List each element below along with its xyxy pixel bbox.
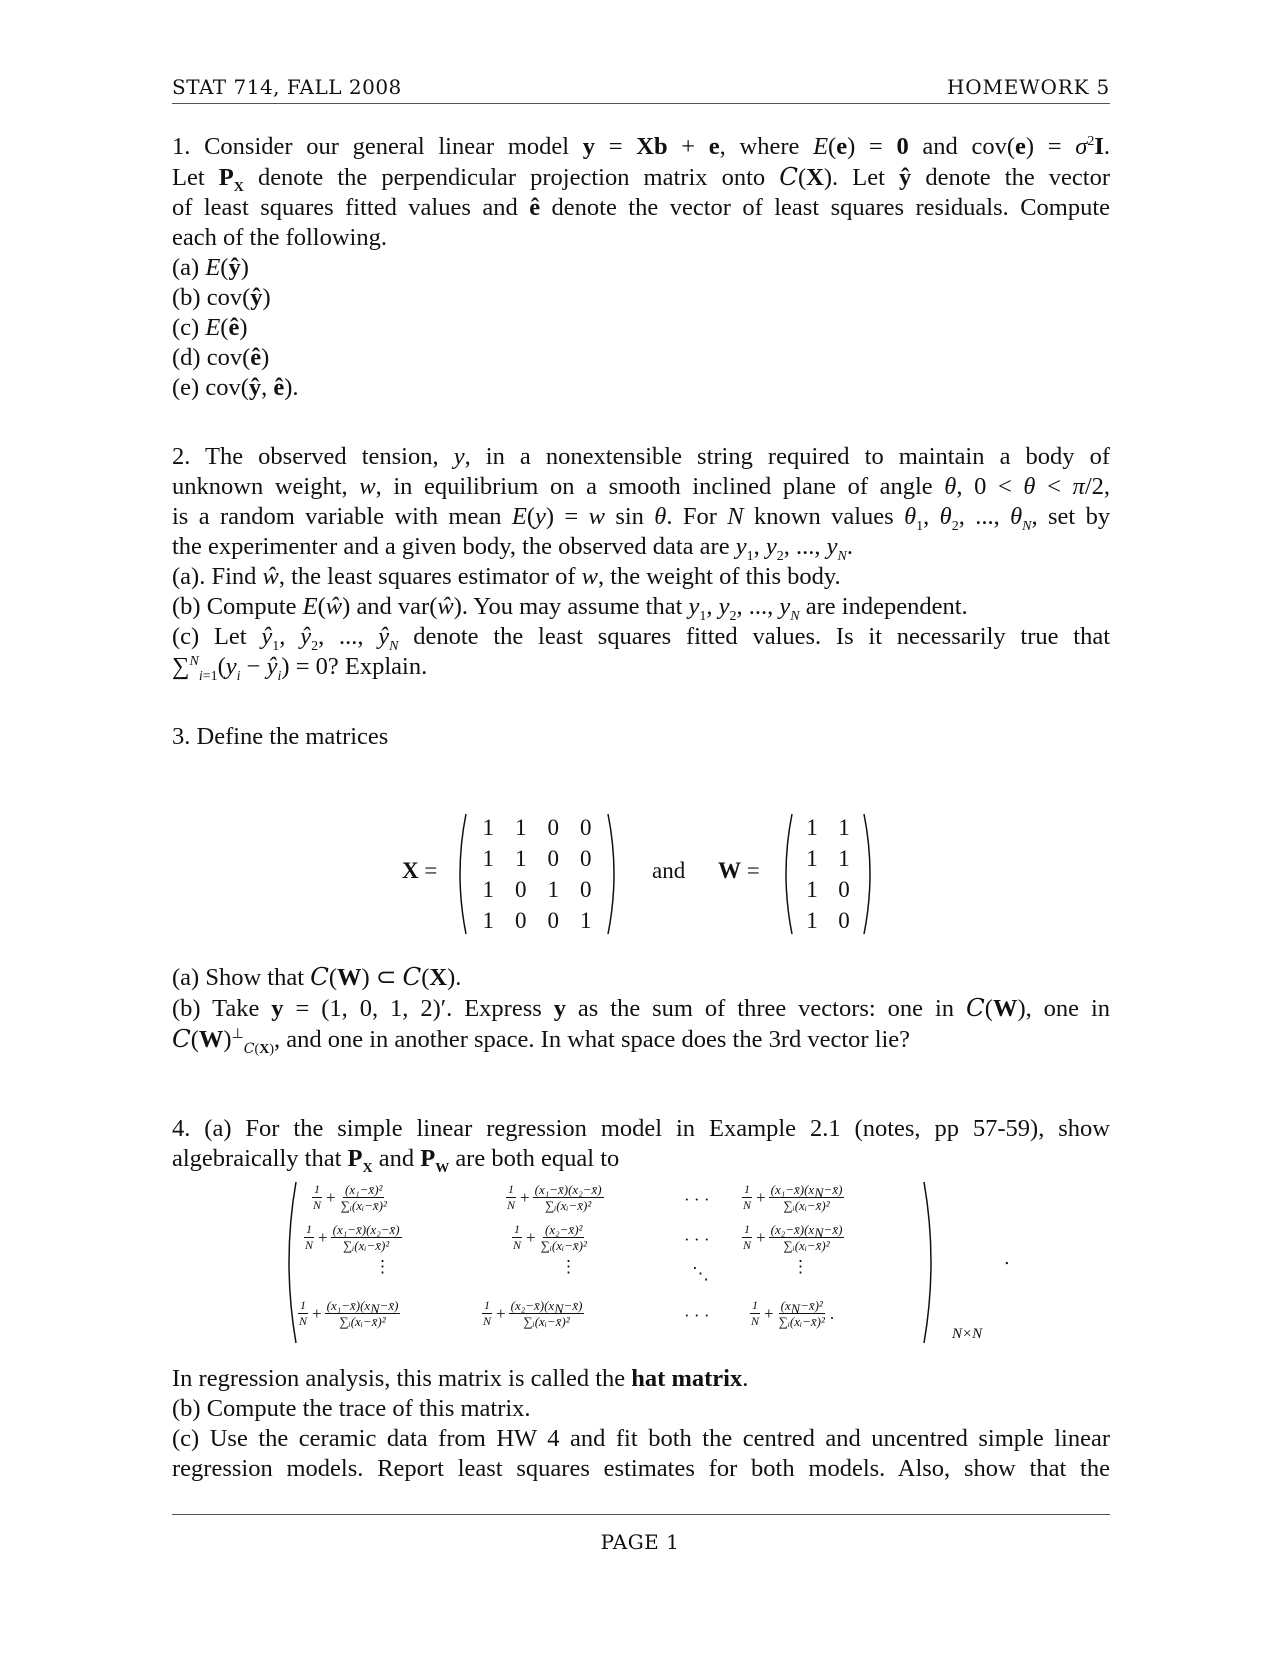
question-3-intro: 3. Define the matrices (172, 723, 389, 750)
question-1: 1. Consider our general linear model y = Xb + e, where E(e) = 0 and $cov(e) = \sigma^2I$. Let $P_X$ denote the perpendicular projection matrix onto C(X). Let ŷ denote the vector of least squares fitted values and ê denote the vector of least squares residuals. Compute each of the following. (a) E(ŷ) (b) cov(ŷ) (c) E(ê) (d) cov(ê) (e) cov(ŷ, ê). (172, 133, 1111, 401)
question-4-intro: 4. (a) For the simple linear regression model in Example 2.1 (notes, pp 57-59), show algebraically that $P_X$ and $P_W$ are both equal to (172, 1115, 1110, 1176)
assignment-title: HOMEWORK 5 (947, 75, 1110, 99)
footer-rule (172, 1514, 1110, 1515)
course-title: STAT 714, FALL 2008 (172, 75, 402, 99)
question-3-parts: (a) Show that C(W) ⊂ C(X). (b) Take y = (1, 0, 1, 2)′. Express y as the sum of three vectors: one in C(W), one in $C(W)^\perp_{C(X)}$, and one in another space. In what space does the 3rd vector lie? (172, 962, 1111, 1057)
and-label: and (652, 858, 686, 883)
page-header (172, 74, 1110, 104)
hat-matrix: $\frac{1}{N}$ + $\frac{\text{(x₁−x̄)²}}{\text{∑ᵢ(xᵢ−x̄)²}}$ $\frac{1}{N}$ + $\frac{\text{(x₁−x̄)(x₂−x̄)}}{\text{∑ᵢ(xᵢ−x̄)²}}$ · · · $\frac{1}{N}$ + $\frac{(x_1-x̄)(x_N-x̄)}{\text{∑ᵢ(xᵢ−x̄)²}}$ $\frac{1}{N}$ + $\frac{\text{(x₁−x̄)(x₂−x̄)}}{\text{∑ᵢ(xᵢ−x̄)²}}$ $\frac{1}{N}$ + $\frac{\text{(x₂−x̄)²}}{\text{∑ᵢ(xᵢ−x̄)²}}$ · · · $\frac{1}{N}$ + $\frac{(x_2-x̄)(x_N-x̄)}{\text{∑ᵢ(xᵢ−x̄)²}}$ ⋮ ⋮ ⋱ ⋮ $\frac{1}{N}$ + $\frac{(x_1-x̄)(x_N-x̄)}{\text{∑ᵢ(xᵢ−x̄)²}}$ $\frac{1}{N}$ + $\frac{(x_2-x̄)(x_N-x̄)}{\text{∑ᵢ(xᵢ−x̄)²}}$ · · · $\frac{1}{N}$ + $\frac{(x_N-x̄)^2}{\text{∑ᵢ(xᵢ−x̄)²}}$ . (282, 1180, 942, 1345)
question-2: 2. The observed tension, y, in a nonextensible string required to maintain a body of unknown weight, w, in equilibrium on a smooth inclined plane of angle θ, 0 < θ < π/2, is a random variable with mean E(y) = w sin θ. For N known values $\theta_1$, $\theta_2$, ..., $\theta_N$, set by the experimenter and a given body, the observed data are $y_1$, $y_2$, ..., $y_N$. (a). Find ŵ, the least squares estimator of w, the weight of this body. (b) Compute E(ŵ) and var(ŵ). You may assume that $y_1$, $y_2$, ..., $y_N$ are independent. (c) Let $ŷ_1$, $ŷ_2$, ..., $ŷ_N$ denote the least squares fitted values. Is it necessarily true that $\sum^N_{i=1}(y_i$ − $ŷ_i) = 0$? Explain. (172, 443, 1111, 684)
left-paren-x (454, 812, 468, 936)
matrix-definitions (172, 812, 1110, 936)
w-matrix-label: W = (718, 858, 760, 883)
x-matrix-label: X = (402, 858, 438, 883)
left-paren-w (780, 812, 794, 936)
hat-matrix-dimension: N×N (952, 1326, 983, 1342)
right-paren-w (862, 812, 876, 936)
hat-right-paren (922, 1180, 938, 1345)
matrix-x: 1 1 0 0 1 1 0 0 1 0 1 0 1 0 0 1 (482, 815, 592, 933)
page-number: PAGE 1 (600, 1530, 680, 1554)
question-4-parts: In regression analysis, this matrix is called the hat matrix. (b) Compute the trace of this matrix. (c) Use the ceramic data from HW 4 and fit both the centred and uncentred simple linear regression models. Report least squares estimates for both models. Also, show that the (172, 1365, 1110, 1482)
right-paren-x (606, 812, 620, 936)
hat-matrix-period: . (1004, 1248, 1010, 1269)
matrix-w: 1 1 1 1 1 0 1 0 (806, 815, 850, 933)
